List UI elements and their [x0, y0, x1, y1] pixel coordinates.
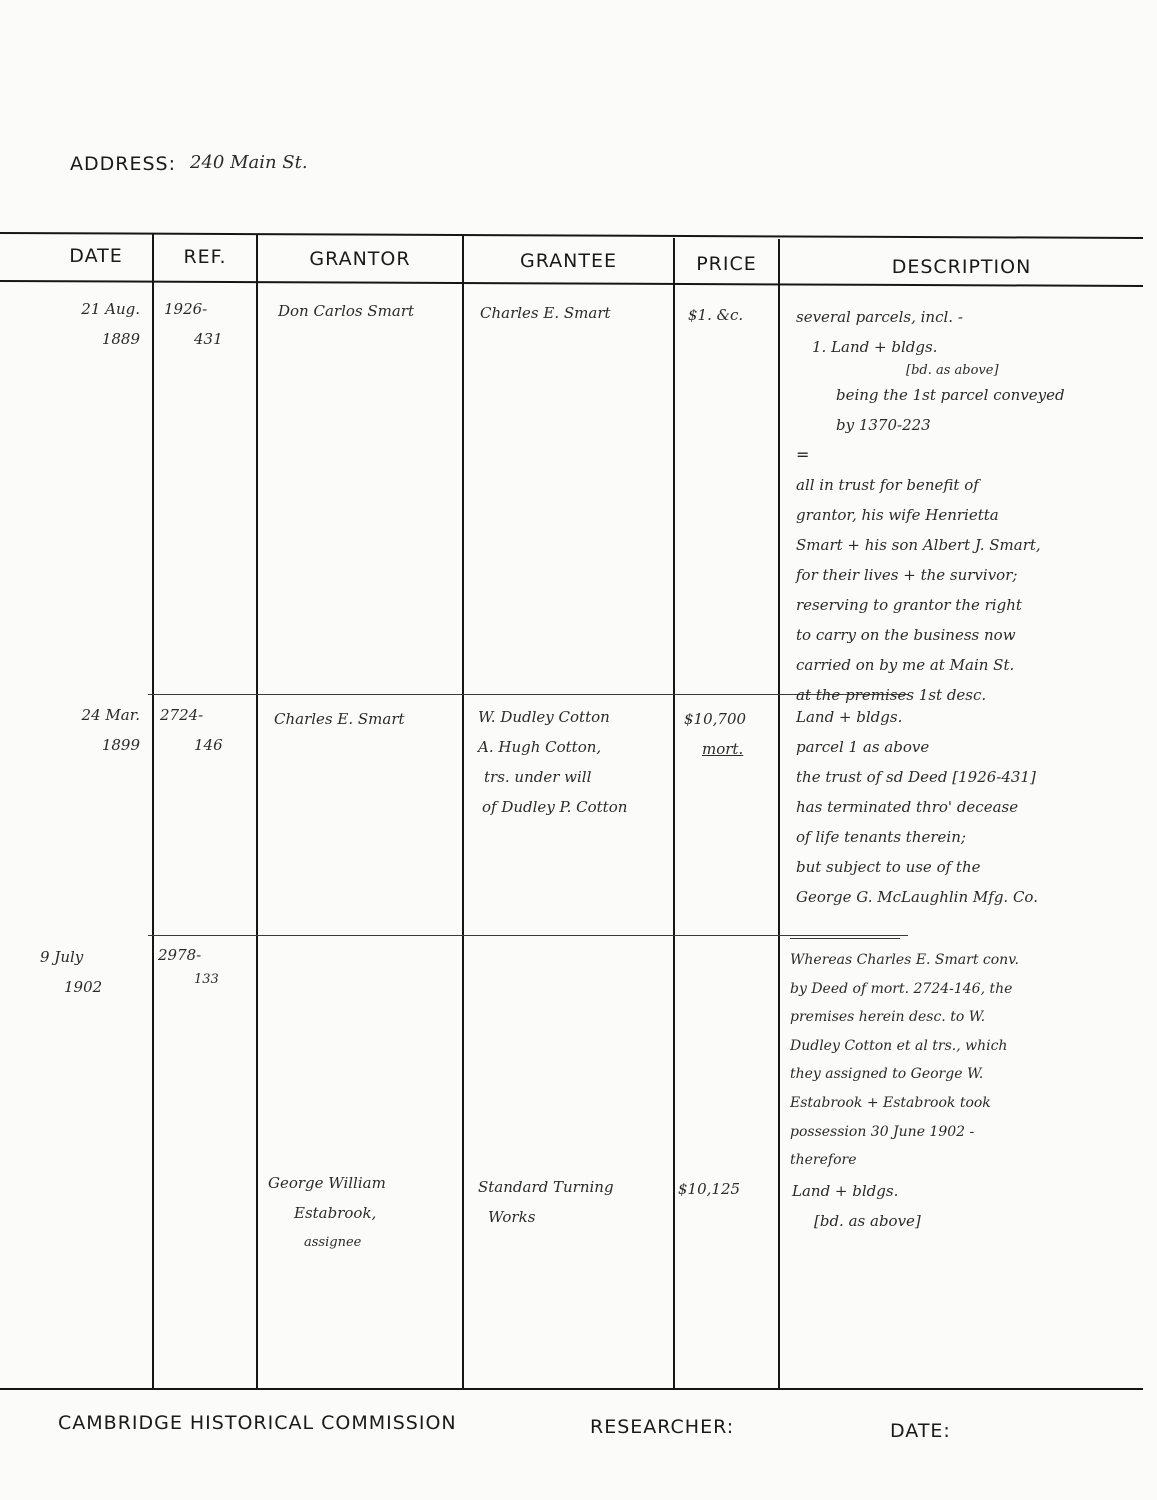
- entry-1-ref: 1926- 431: [164, 300, 223, 348]
- col-header-grantee: GRANTEE: [520, 250, 617, 272]
- entry-1-date: 21 Aug. 1889: [81, 300, 140, 348]
- col-divider-5: [778, 239, 780, 1390]
- footer-commission: CAMBRIDGE HISTORICAL COMMISSION: [58, 1412, 457, 1434]
- col-divider-3: [462, 236, 464, 1390]
- entry-2-grantor: Charles E. Smart: [274, 710, 405, 728]
- entry-2-date: 24 Mar. 1899: [81, 706, 140, 754]
- entry-2-ref: 2724- 146: [160, 706, 223, 754]
- entry-3-ref: 2978- 133: [158, 946, 219, 987]
- entry-2-price: $10,700 mort.: [684, 710, 747, 758]
- row-separator-2: [148, 935, 908, 936]
- col-header-description: DESCRIPTION: [891, 256, 1032, 278]
- entry-1-grantor: Don Carlos Smart: [278, 302, 415, 320]
- entry-3-description-2: Land + bldgs. [bd. as above]: [792, 1182, 921, 1230]
- entry-2-description: Land + bldgs. parcel 1 as above the trust of sd Deed [1926-431] has terminated thro' decease of life tenants therein; but subject to use of the George G. McLaughlin Mfg. Co.: [796, 708, 1038, 906]
- address-value: 240 Main St.: [190, 152, 308, 173]
- entry-3-description-underline: [790, 938, 900, 939]
- entry-3-grantor: George William Estabrook, assignee: [268, 1174, 386, 1250]
- entry-1-grantee: Charles E. Smart: [480, 304, 611, 322]
- col-header-date: DATE: [69, 245, 123, 267]
- entry-1-description: several parcels, incl. - 1. Land + bldgs. [bd. as above] being the 1st parcel conveyed by 1370-223 = all in trust for benefit of grantor, his wife Henrietta Smart + his son Albert J. Smart, for their lives + the survivor; reserving to grantor the right to carry on the business now carried on by me at Main St. at the premises 1st desc.: [796, 308, 1065, 704]
- footer-researcher-label: RESEARCHER:: [590, 1416, 735, 1438]
- footer-date-label: DATE:: [890, 1420, 951, 1442]
- entry-3-description: Whereas Charles E. Smart conv. by Deed of mort. 2724-146, the premises herein desc. to W. Dudley Cotton et al trs., which they assigned to George W. Estabrook + Estabrook took possession 30 June 1902 - therefore: [790, 952, 1019, 1169]
- entry-3-grantee: Standard Turning Works: [478, 1178, 614, 1226]
- col-divider-1: [152, 234, 154, 1390]
- col-header-grantor: GRANTOR: [309, 248, 411, 270]
- col-divider-2: [256, 235, 258, 1390]
- col-header-ref: REF.: [183, 246, 227, 268]
- col-divider-4: [673, 238, 675, 1390]
- table-top-rule: [0, 232, 1143, 239]
- row-separator-1: [148, 694, 908, 695]
- header-bottom-rule: [0, 280, 1143, 287]
- entry-3-date: 9 July 1902: [40, 948, 103, 996]
- entry-2-grantee: W. Dudley Cotton A. Hugh Cotton, trs. under will of Dudley P. Cotton: [478, 708, 628, 816]
- col-header-price: PRICE: [696, 253, 757, 275]
- entry-3-price: $10,125: [678, 1180, 741, 1198]
- address-label: ADDRESS:: [70, 153, 176, 175]
- footer-rule: [0, 1388, 1143, 1390]
- entry-1-price: $1. &c.: [688, 306, 744, 324]
